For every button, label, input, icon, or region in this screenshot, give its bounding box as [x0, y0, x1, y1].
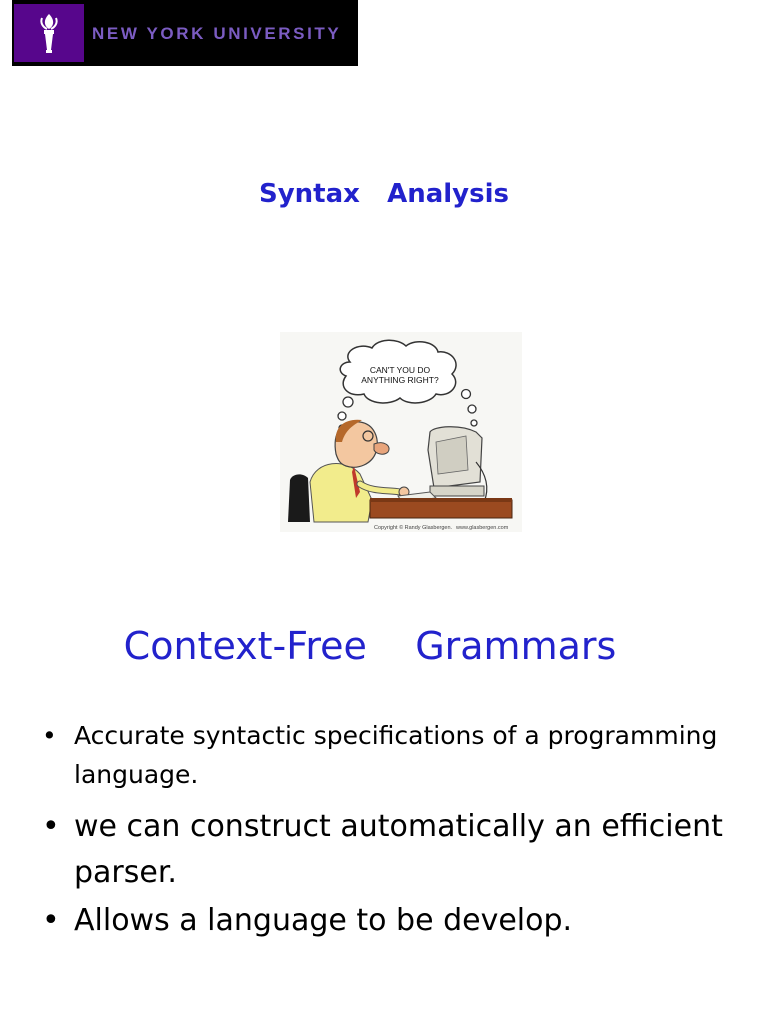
list-item [40, 804, 740, 896]
logo-text: NEW YORK UNIVERSITY [92, 24, 342, 43]
nyu-logo-banner [12, 0, 358, 66]
bullet-dot: • [42, 903, 60, 938]
bullet-text: Accurate syntactic specifications of a programming language. [74, 721, 718, 789]
bullet-text: Allows a language to be develop. [74, 903, 573, 938]
bullet-dot: • [42, 809, 60, 844]
bubble-text-line2: ANYTHING RIGHT? [361, 375, 439, 385]
list-item [40, 898, 740, 944]
bullet-list [40, 716, 740, 944]
section-heading: Context-Free Grammars [123, 624, 617, 668]
bubble-text-line1: CAN'T YOU DO [369, 365, 431, 375]
cartoon-illustration [280, 332, 522, 532]
bullet-text: we can construct automatically an efficient parser. [74, 809, 723, 890]
cartoon-copyright: Copyright © Randy Glasbergen. [374, 525, 453, 531]
bullet-dot: • [42, 721, 57, 750]
torch-icon [14, 4, 84, 62]
cartoon-website: www.glasbergen.com [456, 525, 509, 531]
list-item [40, 716, 740, 794]
slide-title: Syntax Analysis [259, 179, 509, 209]
